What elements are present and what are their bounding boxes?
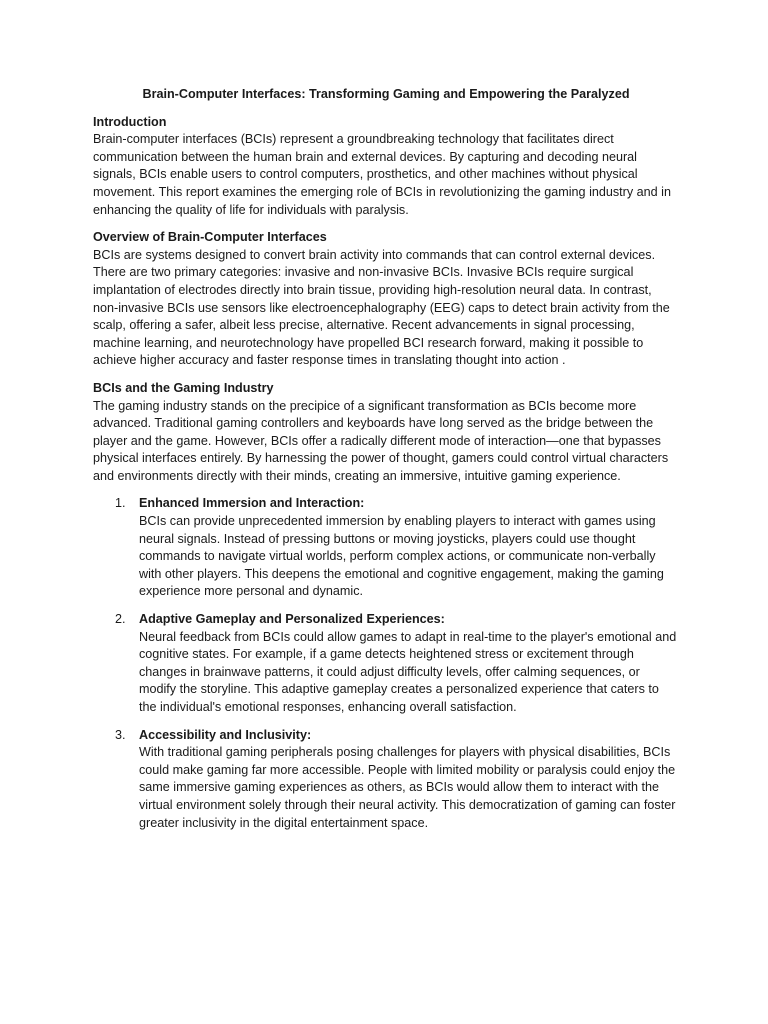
section-paragraph: Brain-computer interfaces (BCIs) represent a groundbreaking technology that facilitates direct communication between the human brain and external devices. By capturing and decoding neural signals, BCIs enable users to control computers, prosthetics, and other machines without physical movement. This report examines the emerging role of BCIs in revolutionizing the gaming industry and in enhancing the quality of life for individuals with paralysis. xyxy=(93,132,671,217)
section-introduction xyxy=(93,114,679,220)
list-number: 3. xyxy=(115,727,126,742)
list-number: 1. xyxy=(115,496,126,511)
list-item xyxy=(93,727,679,833)
section-heading: Overview of Brain-Computer Interfaces xyxy=(93,230,327,245)
section-heading: Introduction xyxy=(93,114,167,129)
list-item-text: Neural feedback from BCIs could allow games to adapt in real-time to the player's emotional and cognitive states. For example, if a game detects heightened stress or excitement through changes in brainwave patterns, it could adjust difficulty levels, offer calming sequences, or modify the storyline. This adaptive gameplay creates a personalized experience that caters to the individual's emotional responses, enhancing overall satisfaction. xyxy=(139,629,677,714)
document-title: Brain-Computer Interfaces: Transforming Gaming and Empowering the Paralyzed xyxy=(142,87,630,101)
document-page xyxy=(93,86,679,842)
section-paragraph: BCIs are systems designed to convert brain activity into commands that can control external devices. There are two primary categories: invasive and non-invasive BCIs. Invasive BCIs require surgical implantation of electrodes directly into brain tissue, providing high-resolution neural data. In contrast, non-invasive BCIs use sensors like electroencephalography (EEG) caps to detect brain activity from the scalp, offering a safer, albeit less precise, alternative. Recent advancements in signal processing, machine learning, and neurotechnology have propelled BCI research forward, making it possible to achieve higher accuracy and faster response times in translating thought into action . xyxy=(93,247,670,368)
list-item-heading: Accessibility and Inclusivity: xyxy=(139,727,312,742)
list-item xyxy=(93,495,679,601)
section-overview xyxy=(93,229,679,370)
section-heading: BCIs and the Gaming Industry xyxy=(93,380,274,395)
list-item-heading: Adaptive Gameplay and Personalized Experiences: xyxy=(139,612,445,627)
section-gaming-industry xyxy=(93,380,679,486)
list-item-text: With traditional gaming peripherals posing challenges for players with physical disabilities, BCIs could make gaming far more accessible. People with limited mobility or paralysis could enjoy the same immersive gaming experiences as others, as BCIs would allow them to interact with the virtual environment solely through their neural activity. This democratization of gaming can foster greater inclusivity in the digital entertainment space. xyxy=(139,745,676,830)
list-item-heading: Enhanced Immersion and Interaction: xyxy=(139,496,365,511)
list-number: 2. xyxy=(115,612,126,627)
numbered-list xyxy=(93,495,679,832)
list-item-text: BCIs can provide unprecedented immersion by enabling players to interact with games using neural signals. Instead of pressing buttons or moving joysticks, players could use thought commands to navigate virtual worlds, perform complex actions, or communicate non-verbally with other players. This deepens the emotional and cognitive engagement, making the gaming experience more personal and dynamic. xyxy=(139,514,664,599)
list-item xyxy=(93,611,679,717)
section-paragraph: The gaming industry stands on the precipice of a significant transformation as BCIs become more advanced. Traditional gaming controllers and keyboards have long served as the bridge between the player and the game. However, BCIs offer a radically different mode of interaction—one that bypasses physical interfaces entirely. By harnessing the power of thought, gamers could control virtual characters and environments directly with their minds, creating an immersive, intuitive gaming experience. xyxy=(93,398,669,483)
